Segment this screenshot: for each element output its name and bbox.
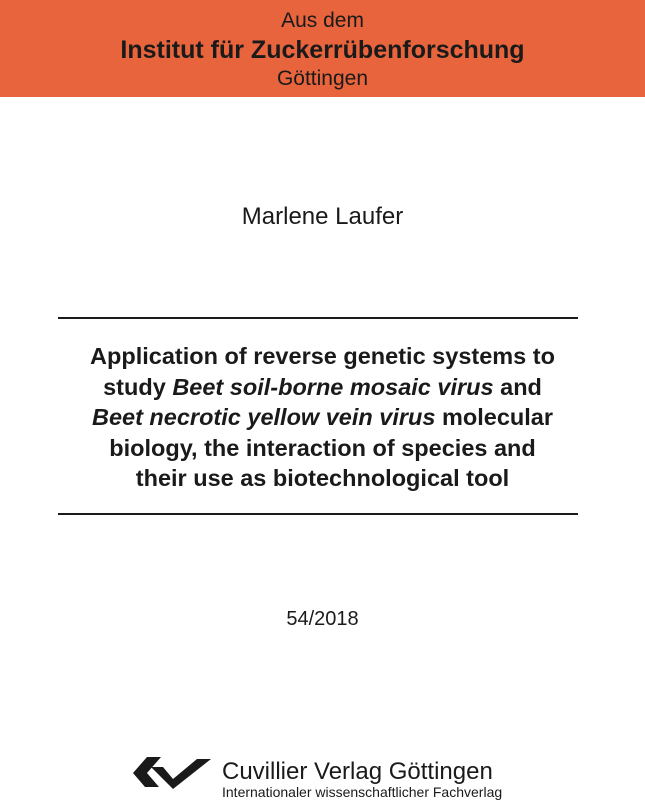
institute-banner	[0, 0, 645, 97]
title-text: and	[493, 373, 542, 400]
author-name: Marlene Laufer	[241, 203, 404, 230]
top-divider	[58, 317, 578, 319]
title-line-1: Application of reverse genetic systems to	[90, 343, 555, 369]
title-text: study	[103, 373, 173, 400]
publisher-name: Cuvillier Verlag Göttingen	[222, 758, 493, 785]
title-line-2	[20, 372, 625, 403]
title-line-5: their use as biotechnological tool	[135, 465, 510, 491]
title-line-4: biology, the interaction of species and	[109, 434, 536, 461]
institute-name: Institut für Zuckerrübenforschung	[120, 36, 525, 64]
book-title	[20, 341, 625, 494]
institute-city: Göttingen	[276, 67, 369, 90]
banner-prefix: Aus dem	[281, 9, 364, 32]
title-italic: Beet soil-borne mosaic virus	[172, 373, 494, 400]
title-text: molecular	[435, 404, 554, 430]
cuvillier-logo-icon	[133, 755, 213, 791]
title-line-3	[20, 402, 625, 433]
title-italic: Beet necrotic yellow vein virus	[91, 404, 436, 430]
series-number: 54/2018	[286, 608, 359, 630]
bottom-divider	[58, 513, 578, 515]
publisher-tagline: Internationaler wissenschaftlicher Fachverlag	[222, 784, 503, 800]
